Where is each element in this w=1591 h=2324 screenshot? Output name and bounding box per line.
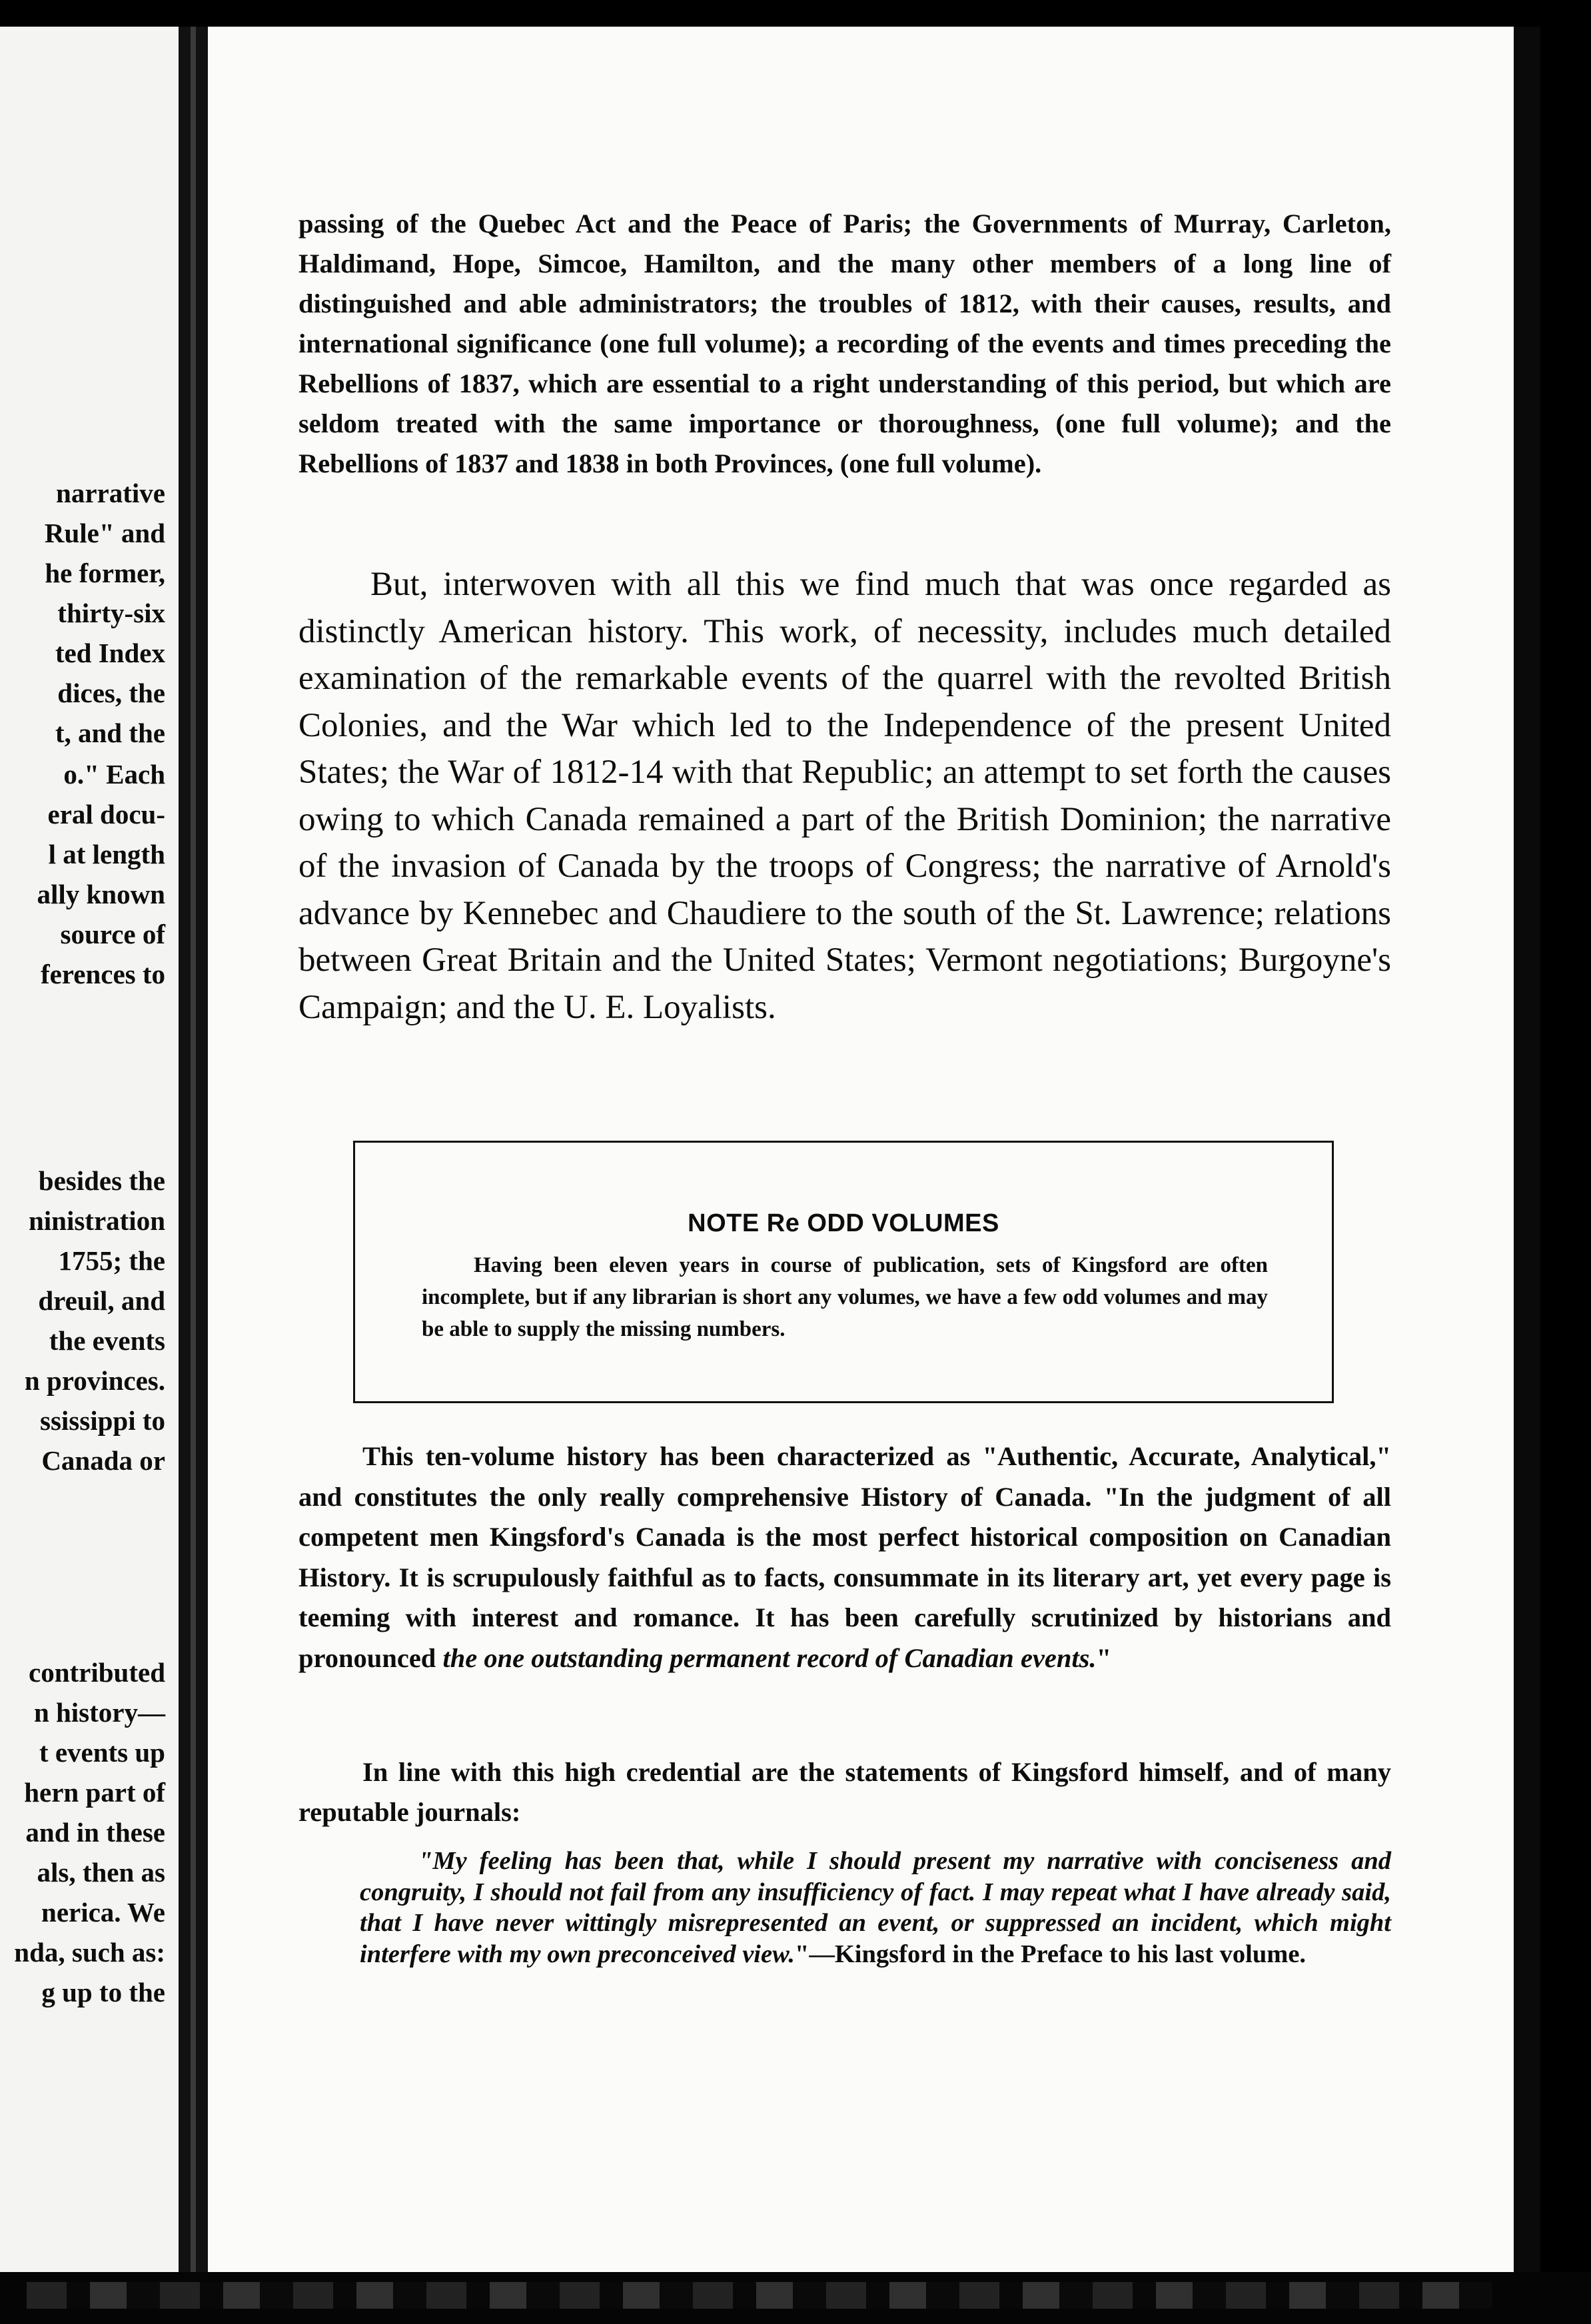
kingsford-quote-text: "My feeling has been that, while I should present my narrative with conciseness and congruity, I should not fail from any insufficiency of fact. I may repeat what I have already said, that I have never wittingly misrepresented an event, or suppressed an incident, which might interfere with my own preconceived view.: [360, 1847, 1391, 1968]
paragraph-ten-volume-italic: the one outstanding permanent record of Canadian events.: [442, 1642, 1097, 1673]
previous-page-line: and in these: [25, 1817, 165, 1848]
paragraph-american-history: But, interwoven with all this we find much that was once regarded as distinctly American history. This work, of necessity, includes much detailed examination of the remarkable events of the quarrel with the revolted British Colonies, and the War which led to the Independence of the present United States; the War of 1812-14 with that Republic; an attempt to set forth the causes owing to which Canada remained a part of the British Dominion; the narrative of the invasion of Canada by the troops of Congress; the narrative of Arnold's advance by Kennebec and Chaudiere to the south of the St. Lawrence; relations between Great Britain and the United States; Vermont negotiations; Burgoyne's Campaign; and the U. E. Loyalists.: [298, 566, 1391, 1026]
paragraph-ten-volume: [298, 1437, 1391, 1678]
previous-page-line: besides the: [38, 1165, 165, 1196]
previous-page-line: Canada or: [41, 1445, 165, 1476]
gutter-shadow: [191, 27, 196, 2285]
paragraph-governments: passing of the Quebec Act and the Peace of Paris; the Governments of Murray, Carleton, Haldimand, Hope, Simcoe, Hamilton, and the many other members of a long line of distinguished and able administrators; the troubles of 1812, with their causes, results, and international significance (one full volume); a recording of the events and times preceding the Rebellions of 1837, which are essential to a right understanding of this period, but which are seldom treated with the same importance or thoroughness, (one full volume); and the Rebellions of 1837 and 1838 in both Provinces, (one full volume).: [298, 209, 1391, 478]
paragraph-credential: In line with this high credential are the statements of Kingsford himself, and of many reputable journals:: [298, 1757, 1391, 1827]
previous-page-line: l at length: [48, 839, 165, 870]
previous-page-line: ferences to: [40, 959, 165, 989]
kingsford-quote-attribution: "—Kingsford in the Preface to his last volume.: [794, 1940, 1307, 1968]
previous-page-line: narrative: [56, 478, 165, 508]
previous-page-line: n provinces.: [24, 1365, 165, 1396]
note-body: Having been eleven years in course of publication, sets of Kingsford are often incomplete, but if any librarian is short any volumes, we have a few odd volumes and may be able to supply the missing numbers.: [422, 1253, 1268, 1341]
paragraph-ten-volume-text: This ten-volume history has been characterized as "Authentic, Accurate, Analytical," and constitutes the only really comprehensive History of Canada. "In the judgment of all competent men Kingsford's Canada is the most perfect historical composition on Canadian History. It is scrupulously faithful as to facts, consummate in its literary art, yet every page is teeming with interest and romance. It has been carefully scrutinized by historians and pronounced: [298, 1441, 1391, 1673]
previous-page-line: t events up: [39, 1737, 165, 1768]
note-title: NOTE Re ODD VOLUMES: [688, 1209, 999, 1237]
previous-page-line: the events: [49, 1325, 165, 1356]
film-edge-marks: [27, 2282, 1492, 2309]
previous-page-line: hern part of: [24, 1777, 165, 1808]
previous-page-line: contributed: [29, 1657, 165, 1688]
previous-page-line: he former,: [45, 558, 165, 588]
kingsford-quote: [360, 1846, 1391, 1970]
previous-page-line: ally known: [37, 879, 165, 909]
previous-page-line: g up to the: [41, 1977, 165, 2008]
previous-page-line: dreuil, and: [38, 1285, 165, 1316]
previous-page-line: t, and the: [55, 718, 165, 748]
previous-page-line: nerica. We: [41, 1897, 165, 1928]
previous-page-line: nda, such as:: [14, 1937, 165, 1968]
previous-page-line: Rule" and: [44, 518, 165, 548]
previous-page-line: als, then as: [37, 1857, 165, 1888]
paragraph-ten-volume-end: ": [1096, 1642, 1112, 1673]
note-box: [353, 1141, 1334, 1403]
page-edge: [1514, 27, 1540, 2292]
previous-page-line: dices, the: [57, 678, 165, 708]
previous-page-line: ted Index: [55, 638, 165, 668]
previous-page-line: thirty-six: [57, 598, 165, 628]
previous-page-strip: [0, 27, 179, 2285]
previous-page-line: ssissippi to: [39, 1405, 165, 1436]
previous-page-line: eral docu-: [47, 799, 165, 830]
previous-page-line: n history—: [33, 1697, 165, 1728]
previous-page-line: ninistration: [28, 1205, 165, 1236]
previous-page-line: o." Each: [63, 759, 165, 790]
previous-page-line: 1755; the: [58, 1245, 165, 1276]
previous-page-line: source of: [60, 919, 165, 949]
